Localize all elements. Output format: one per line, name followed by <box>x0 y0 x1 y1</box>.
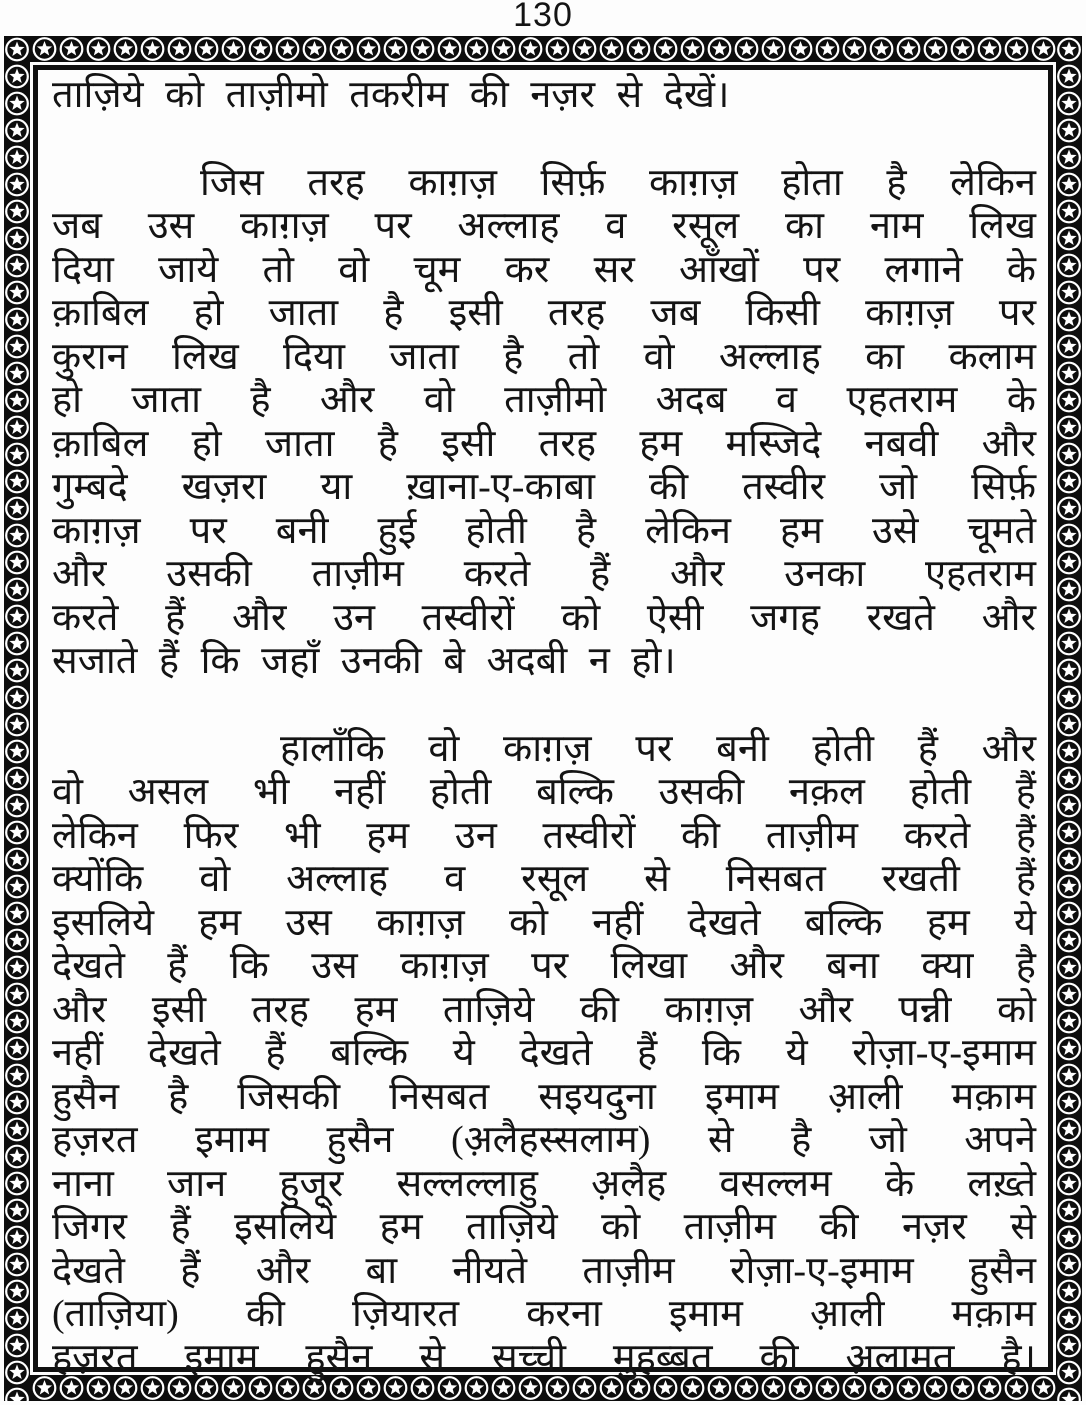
text-line: और उसकी ताज़ीम करते हैं और उनका एहतराम <box>52 553 1036 595</box>
text-line: और इसी तरह हम ताज़िये की काग़ज़ और पन्नी को <box>52 988 1036 1031</box>
text-line: जिगर हैं इसलिये हम ताज़िये को ताज़ीम की नज़र से <box>52 1206 1036 1248</box>
star-border-left-icon <box>4 36 30 1401</box>
ornamental-frame <box>4 36 1082 1401</box>
text-line: क़ाबिल हो जाता है इसी तरह हम मस्जिदे नबवी और <box>52 422 1036 465</box>
text-line: क्योंकि वो अल्लाह व रसूल से निसबत रखती हैं <box>52 858 1036 900</box>
text-line: लेकिन फिर भी हम उन तस्वीरों की ताज़ीम करते हैं <box>52 814 1036 857</box>
text-line: हालाँकि वो काग़ज़ पर बनी होती हैं और <box>280 727 1036 770</box>
star-border-top-icon <box>4 36 1082 62</box>
text-line: गुम्बदे खज़रा या ख़ाना-ए-काबा की तस्वीर जो सिर्फ़ <box>52 466 1036 508</box>
paragraph <box>52 728 1036 1381</box>
text-line: नहीं देखते हैं बल्कि ये देखते हैं कि ये रोज़ा-ए-इमाम <box>52 1032 1036 1074</box>
text-line: हज़रत इमाम हुसैन (अ़लैहस्सलाम) से है जो अपने <box>52 1119 1036 1161</box>
text-line: इसलिये हम उस काग़ज़ को नहीं देखते बल्कि हम ये <box>52 901 1036 944</box>
paragraph <box>52 74 1036 118</box>
text-line: हज़रत इमाम हुसैन से सच्ची मुहब्बत की अ़लामत है। <box>52 1336 1036 1379</box>
page-body-text <box>52 74 1036 1379</box>
text-line: सजाते हैं कि जहाँ उनकी बे अदबी न हो। <box>52 640 676 682</box>
text-line: देखते हैं और बा नीयते ताज़ीम रोज़ा-ए-इमाम हुसैन <box>52 1249 1036 1292</box>
text-line: कुरान लिख दिया जाता है तो वो अल्लाह का कलाम <box>52 335 1036 378</box>
paragraph <box>52 162 1036 684</box>
text-line: देखते हैं कि उस काग़ज़ पर लिखा और बना क्या है <box>52 945 1036 987</box>
text-line: नाना जान हुजूर सल्लल्लाहु अ़लैह वसल्लम के लख़्ते <box>52 1162 1036 1205</box>
text-line: (ताज़िया) की ज़ियारत करना इमाम आ़ली मक़ाम <box>52 1293 1036 1335</box>
text-line: वो असल भी नहीं होती बल्कि उसकी नक़ल होती हैं <box>52 771 1036 813</box>
text-line: करते हैं और उन तस्वीरों को ऐसी जगह रखते और <box>52 596 1036 639</box>
text-line: जिस तरह काग़ज़ सिर्फ़ काग़ज़ होता है लेकिन <box>200 161 1036 204</box>
text-line: जब उस काग़ज़ पर अल्लाह व रसूल का नाम लिख <box>52 205 1036 247</box>
star-border-right-icon <box>1056 36 1082 1401</box>
text-line: हुसैन है जिसकी निसबत सइयदुना इमाम आ़ली मक़ाम <box>52 1075 1036 1118</box>
page-number: 130 <box>513 0 573 34</box>
text-line: क़ाबिल हो जाता है इसी तरह जब किसी काग़ज़ पर <box>52 292 1036 334</box>
text-line: हो जाता है और वो ताज़ीमो अदब व एहतराम के <box>52 379 1036 421</box>
text-line: दिया जाये तो वो चूम कर सर आँखों पर लगाने के <box>52 248 1036 291</box>
text-line: ताज़िये को ताज़ीमो तकरीम की नज़र से देखें। <box>52 74 730 116</box>
text-line: काग़ज़ पर बनी हुई होती है लेकिन हम उसे चूमते <box>52 509 1036 552</box>
